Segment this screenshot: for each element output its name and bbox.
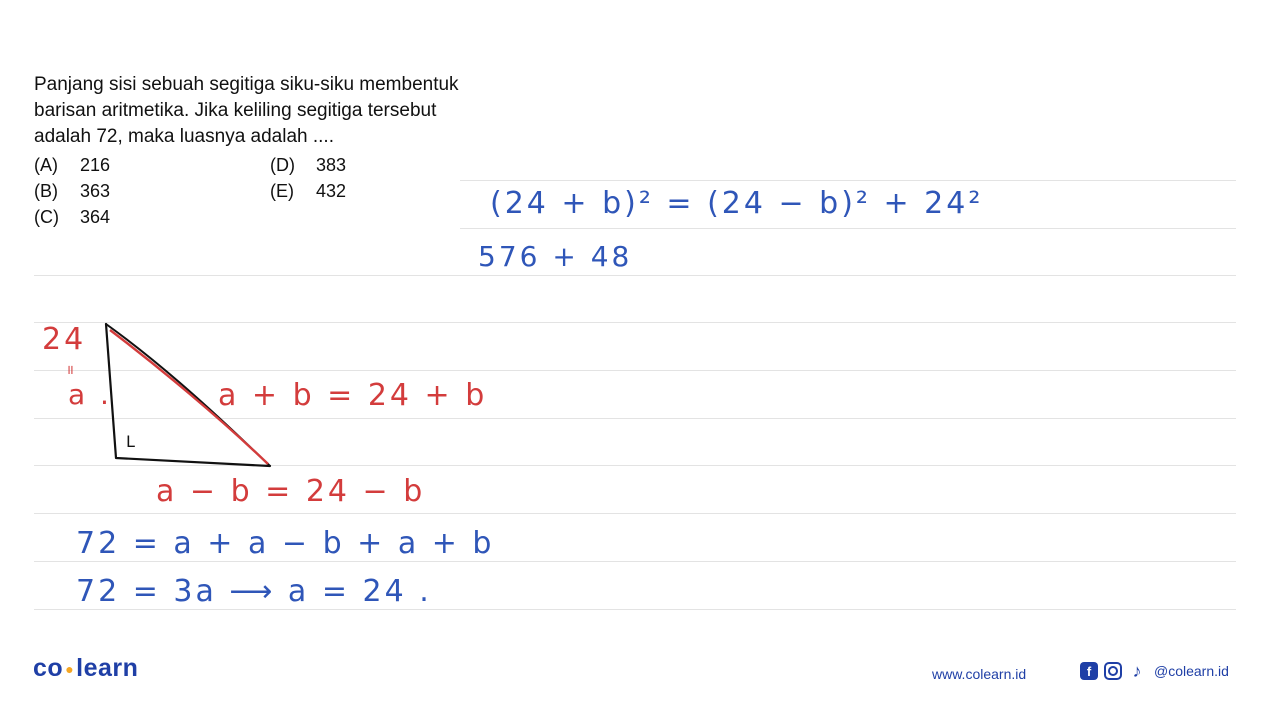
equation-perimeter: 72 = a + a − b + a + b [76,526,495,561]
option-c: (C) 364 [34,207,111,227]
options-left [34,152,110,230]
facebook-icon[interactable]: f [1080,662,1098,680]
option-a: (A) 216 [34,155,111,175]
ruled-line [34,561,1236,562]
hypotenuse-equation: a + b = 24 + b [218,378,488,413]
equation-expand: 576 + 48 [478,240,633,273]
ruled-line [34,275,1236,276]
equation-pythagoras: (24 + b)² = (24 − b)² + 24² [490,186,984,221]
option-d: (D) 383 [270,155,347,175]
question-line: Panjang sisi sebuah segitiga siku-siku membentuk [34,74,459,95]
right-angle-mark: L [126,432,138,451]
ruled-line [34,513,1236,514]
social-handle: @colearn.id [1154,663,1229,679]
side-label-24: 24 [42,322,87,357]
options-right [270,152,346,204]
question-line: barisan aritmetika. Jika keliling segitiga tersebut [34,100,437,121]
equals-mark: ॥ [66,363,77,378]
option-b: (B) 363 [34,181,111,201]
ruled-line [460,228,1236,229]
tiktok-icon[interactable]: ♪ [1132,660,1142,681]
option-e: (E) 432 [270,181,347,201]
base-equation: a − b = 24 − b [156,474,426,509]
side-label-a: a . [68,378,112,411]
ruled-line [460,180,1236,181]
ruled-line [34,609,1236,610]
colearn-logo: co ●learn [33,654,139,682]
question-line: adalah 72, maka luasnya adalah .... [34,126,334,147]
social-links [1080,662,1229,680]
equation-solve: 72 = 3a ⟶ a = 24 . [76,574,432,609]
instagram-icon[interactable] [1104,662,1122,680]
question-text [34,72,474,150]
website-link[interactable]: www.colearn.id [932,666,1027,682]
